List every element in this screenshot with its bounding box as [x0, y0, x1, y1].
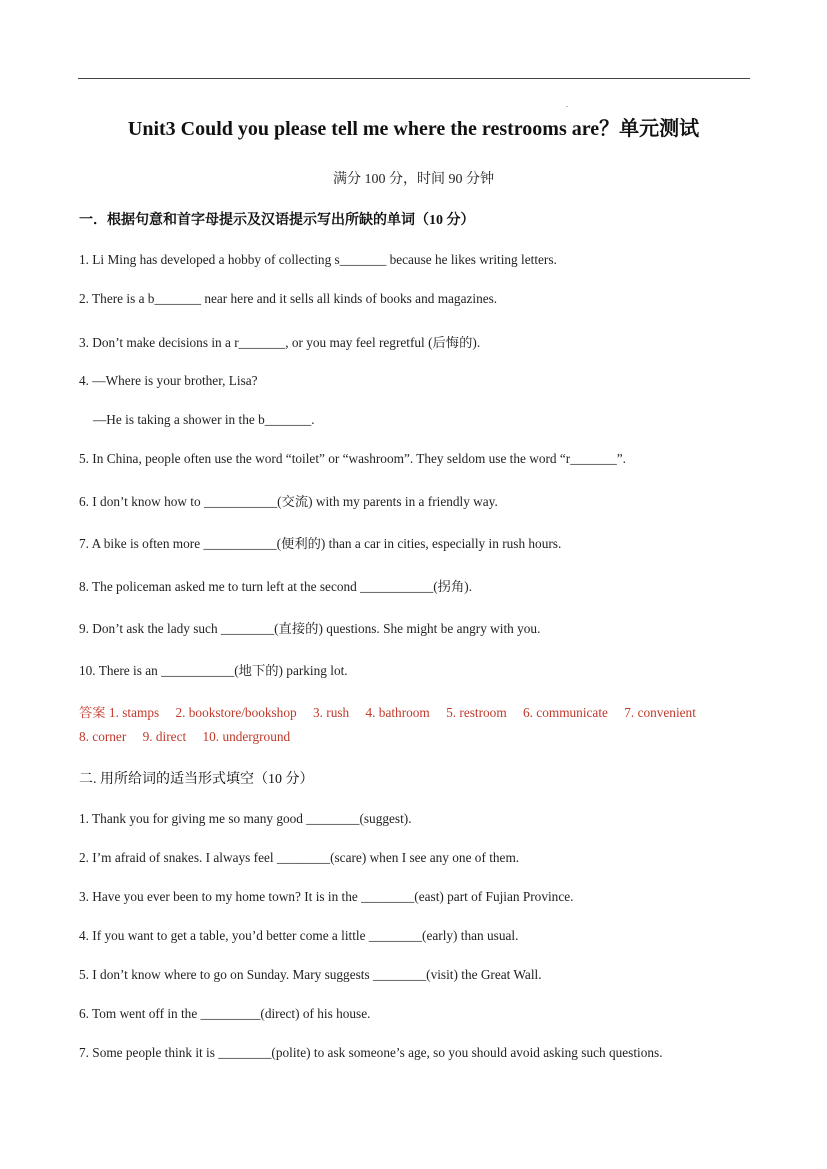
- section1-heading: 一．根据句意和首字母提示及汉语提示写出所缺的单词（10 分）: [79, 213, 475, 228]
- question-line: 5. I don’t know where to go on Sunday. Mary suggests ________(visit) the Great Wall.: [79, 967, 542, 982]
- answer-item: 8. corner: [79, 729, 127, 744]
- answer-item: 5. restroom: [446, 705, 507, 720]
- answer-item: 2. bookstore/bookshop: [175, 705, 297, 720]
- answer-item: 6. communicate: [523, 705, 608, 720]
- question-line: 3. Don’t make decisions in a r_______, or you may feel regretful (后悔的).: [79, 335, 481, 350]
- question-line: —He is taking a shower in the b_______.: [93, 412, 315, 427]
- question-line: 8. The policeman asked me to turn left at the second ___________(拐角).: [79, 579, 473, 594]
- answer-item: 10. underground: [202, 729, 291, 744]
- question-line: 6. I don’t know how to ___________(交流) with my parents in a friendly way.: [79, 494, 498, 509]
- question-line: 2. I’m afraid of snakes. I always feel ________(scare) when I see any one of them.: [79, 850, 520, 865]
- question-line: 7. A bike is often more ___________(便利的) than a car in cities, especially in rush hours.: [79, 536, 562, 551]
- section2-heading: 二. 用所给词的适当形式填空（10 分）: [79, 772, 314, 787]
- answer-item: 7. convenient: [624, 705, 696, 720]
- header-dot: .: [566, 100, 568, 109]
- question-line: 9. Don’t ask the lady such ________(直接的) questions. She might be angry with you.: [79, 621, 541, 636]
- header-rule: [78, 78, 750, 79]
- question-line: 4. —Where is your brother, Lisa?: [79, 373, 258, 388]
- answer-key-line-2: [79, 729, 303, 745]
- answer-item: 9. direct: [142, 729, 187, 744]
- question-line: 5. In China, people often use the word “toilet” or “washroom”. They seldom use the word “r_______”.: [79, 451, 626, 466]
- answer-item: 3. rush: [312, 705, 350, 720]
- question-line: 1. Thank you for giving me so many good ________(suggest).: [79, 811, 412, 826]
- answer-item: 答案 1. stamps: [79, 705, 160, 720]
- question-line: 3. Have you ever been to my home town? It is in the ________(east) part of Fujian Province.: [79, 889, 574, 904]
- answer-key-line-1: [79, 702, 709, 721]
- question-line: 6. Tom went off in the _________(direct) of his house.: [79, 1006, 371, 1021]
- exam-info: 满分 100 分，时间 90 分钟: [333, 172, 494, 187]
- question-line: 4. If you want to get a table, you’d better come a little ________(early) than usual.: [79, 928, 519, 943]
- page-title: Unit3 Could you please tell me where the restrooms are？单元测试: [127, 118, 700, 140]
- question-line: 10. There is an ___________(地下的) parking lot.: [79, 663, 348, 678]
- question-line: 1. Li Ming has developed a hobby of collecting s_______ because he likes writing letters.: [79, 252, 557, 267]
- question-line: 7. Some people think it is ________(polite) to ask someone’s age, so you should avoid asking such questions.: [79, 1045, 663, 1060]
- answer-item: 4. bathroom: [365, 705, 430, 720]
- question-line: 2. There is a b_______ near here and it sells all kinds of books and magazines.: [79, 291, 498, 306]
